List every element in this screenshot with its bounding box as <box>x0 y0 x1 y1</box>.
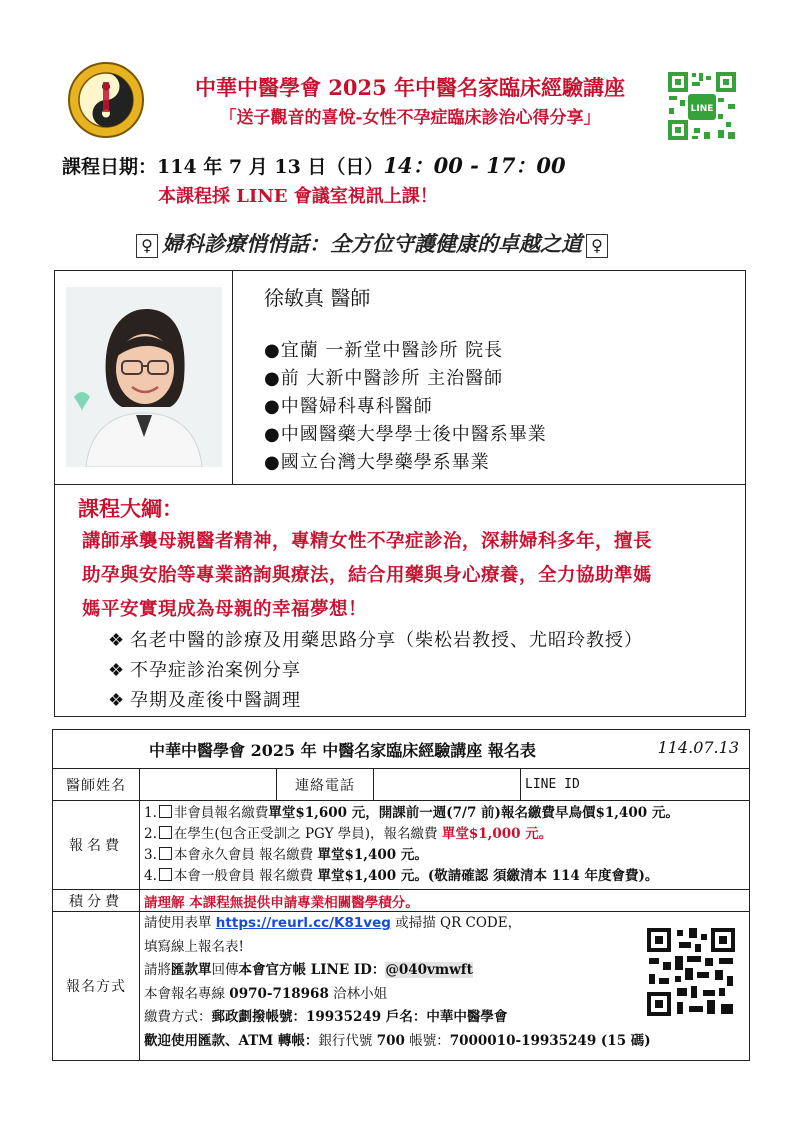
form-date: 114.07.13 <box>657 737 739 757</box>
fee-option[interactable]: 1. 非會員報名繳費單堂$1,600 元，開課前一週(7/7 前)報名繳費早鳥價$1,400 元。 <box>144 805 679 821</box>
method-line: 繳費方式：郵政劃撥帳號：19935249 戶名：中華中醫學會 <box>144 1009 508 1025</box>
speaker-credential: ●宜蘭 一新堂中醫診所 院長 <box>264 340 504 361</box>
name-field[interactable] <box>140 769 277 801</box>
line-id-field[interactable] <box>521 769 750 801</box>
credit-label: 積分費 <box>53 890 140 912</box>
fee-option[interactable]: 2. 在學生(包含正受訓之 PGY 學員)，報名繳費 單堂$1,000 元。 <box>144 826 553 842</box>
fee-options <box>140 801 750 890</box>
registration-qr-code[interactable] <box>645 926 737 1018</box>
method-line: 請使用表單 https://reurl.cc/K81veg 或掃描 QR CODE， <box>144 915 522 931</box>
outline-line: 講師承襲母親醫者精神，專精女性不孕症診治，深耕婦科多年，擅長 <box>82 531 653 552</box>
speaker-credential: ●中醫婦科專科醫師 <box>264 396 433 417</box>
diamond-bullet-icon: ❖ <box>108 630 126 651</box>
course-date-row <box>62 150 566 180</box>
outline-line: 助孕與安胎等專業諮詢與療法，結合用藥與身心療養，全力協助準媽 <box>82 565 653 586</box>
event-subtitle: 「送子觀音的喜悅-女性不孕症臨床診治心得分享」 <box>219 108 601 128</box>
association-logo <box>68 62 144 138</box>
method-line: 本會報名專線 0970-718968 洽林小姐 <box>144 985 388 1002</box>
outline-bullet <box>108 626 643 652</box>
outline-heading: 課程大綱： <box>78 496 183 521</box>
fee-label: 報名費 <box>53 801 140 890</box>
hotline-number: 0970-718968 <box>229 985 329 1002</box>
female-symbol-icon: ♀ <box>136 234 158 258</box>
time-value: 14：00 - 17：00 <box>383 153 566 178</box>
method-line: 歡迎使用匯款、ATM 轉帳：銀行代號 700 帳號：7000010-19935249 (15 碼) <box>144 1032 651 1049</box>
outline-bullet <box>108 686 301 712</box>
method-line: 填寫線上報名表! <box>144 938 244 955</box>
line-badge-text: LINE <box>690 104 714 114</box>
fee-option[interactable]: 3. 本會永久會員 報名繳費 單堂$1,400 元。 <box>144 847 428 863</box>
speaker-photo <box>66 287 222 467</box>
form-title: 中華中醫學會 2025 年 中醫名家臨床經驗講座 報名表 <box>149 740 536 760</box>
checkbox[interactable] <box>159 805 172 818</box>
event-title: 中華中醫學會 2025 年中醫名家臨床經驗講座 <box>194 75 626 100</box>
method-line: 請將匯款單回傳本會官方帳 LINE ID：@040vmwft <box>144 962 473 978</box>
topic-text: 婦科診療悄悄話：全方位守護健康的卓越之道 <box>162 231 582 256</box>
phone-field[interactable] <box>374 769 521 801</box>
form-link[interactable]: https://reurl.cc/K81veg <box>215 915 391 931</box>
outline-bullet-text: 孕期及產後中醫調理 <box>130 690 301 711</box>
outline-description <box>82 525 734 627</box>
line-id-label: LINE ID <box>525 777 580 792</box>
course-topic <box>132 228 612 258</box>
checkbox[interactable] <box>159 826 172 839</box>
registration-form <box>52 729 750 1061</box>
method-label: 報名方式 <box>53 912 140 1061</box>
name-label: 醫師姓名 <box>53 769 140 801</box>
speaker-name: 徐敏真 醫師 <box>264 286 371 310</box>
date-label: 課程日期： <box>62 156 158 178</box>
speaker-divider <box>232 270 233 485</box>
outline-bullet-text: 名老中醫的診療及用藥思路分享（柴松岩教授、尤昭玲教授） <box>130 630 643 651</box>
line-official-id: @040vmwft <box>385 962 473 978</box>
outline-bullet-text: 不孕症診治案例分享 <box>130 660 301 681</box>
female-symbol-icon: ♀ <box>586 234 608 258</box>
credit-text: 請理解 本課程無提供申請專業相關醫學積分。 <box>140 890 750 912</box>
diamond-bullet-icon: ❖ <box>108 690 126 711</box>
phone-label: 連絡電話 <box>277 769 374 801</box>
fee-option[interactable]: 4. 本會一般會員 報名繳費 單堂$1,400 元。(敬請確認 須繳清本 114 年度會費)。 <box>144 868 659 884</box>
form-title-cell <box>53 730 750 769</box>
method-cell <box>140 912 750 1061</box>
line-qr-code[interactable] <box>666 70 738 142</box>
speaker-credential: ●前 大新中醫診所 主治醫師 <box>264 368 504 389</box>
diamond-bullet-icon: ❖ <box>108 660 126 681</box>
online-note: 本課程採 LINE 會議室視訊上課！ <box>158 186 438 207</box>
checkbox[interactable] <box>159 847 172 860</box>
checkbox[interactable] <box>159 868 172 881</box>
date-value: 114 年 7 月 13 日（日） <box>157 156 384 178</box>
outline-line: 媽平安實現成為母親的幸福夢想！ <box>82 599 368 620</box>
speaker-credential: ●國立台灣大學藥學系畢業 <box>264 452 490 473</box>
outline-bullet <box>108 656 301 682</box>
speaker-credential: ●中國醫藥大學學士後中醫系畢業 <box>264 424 547 445</box>
